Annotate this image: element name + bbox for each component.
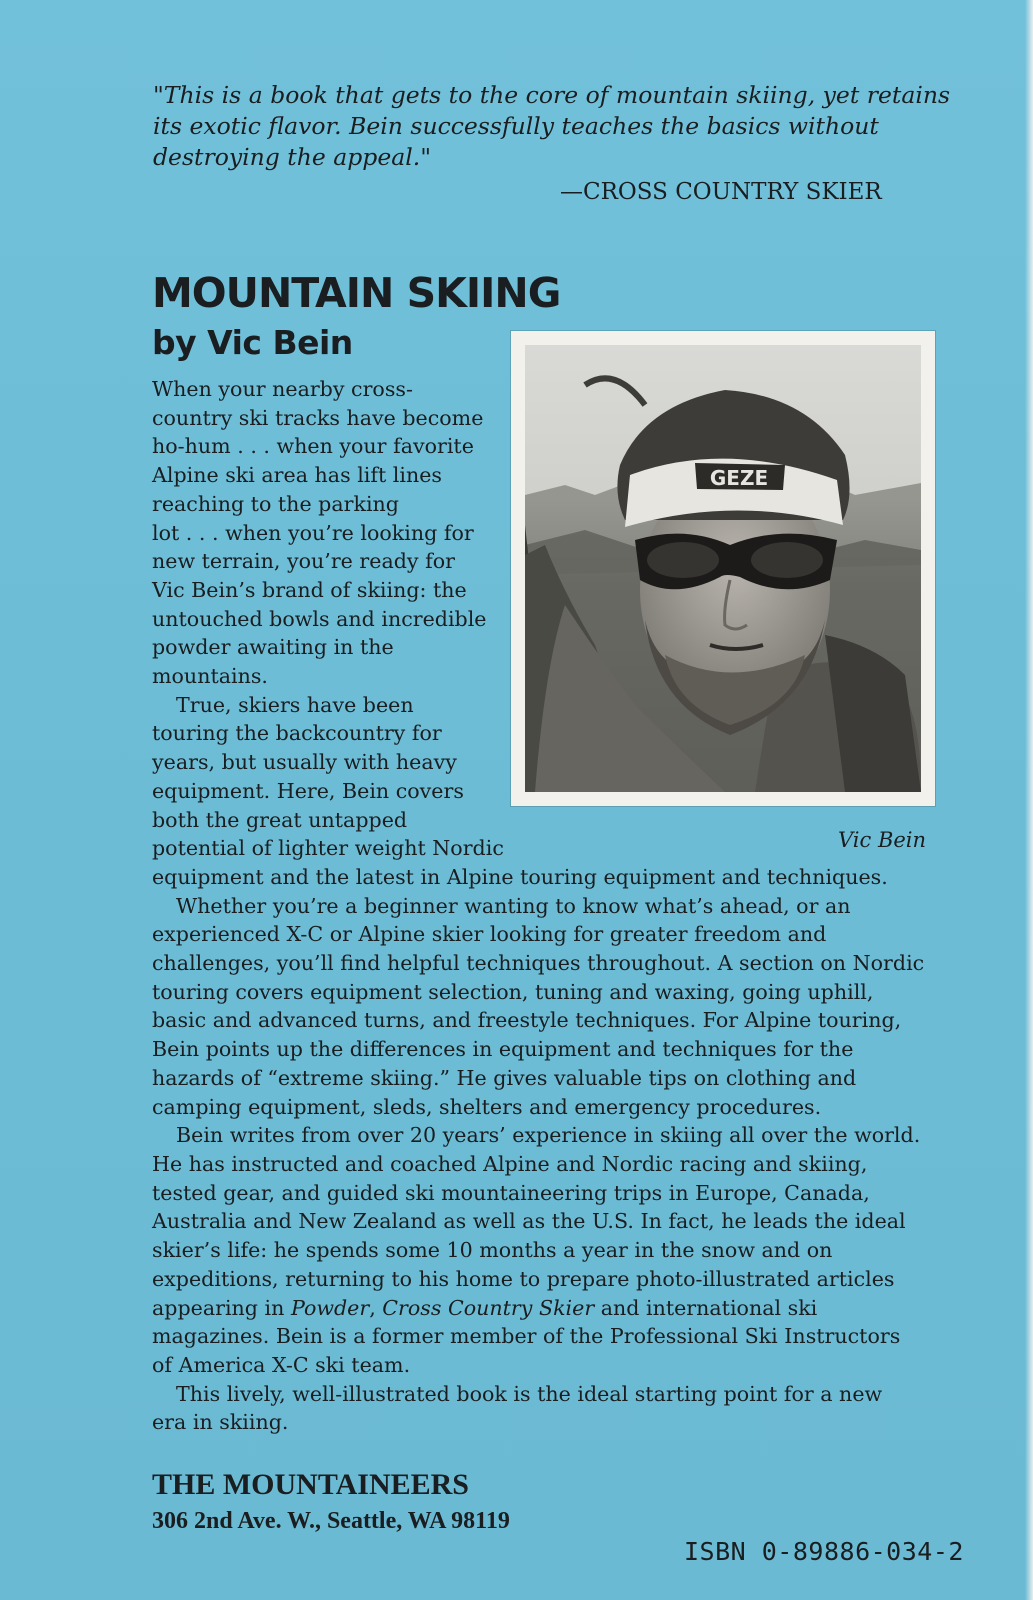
photo-caption: Vic Bein bbox=[838, 828, 927, 852]
description-line: years, but usually with heavy bbox=[152, 750, 457, 775]
description-line: skier’s life: he spends some 10 months a year in the snow and on bbox=[152, 1238, 833, 1263]
description-line: potential of lighter weight Nordic bbox=[152, 836, 504, 861]
description-line: lot . . . when you’re looking for bbox=[152, 520, 474, 545]
review-quote bbox=[153, 80, 953, 173]
publisher-name: THE MOUNTAINEERS bbox=[152, 1468, 469, 1501]
description-line: When your nearby cross- bbox=[152, 377, 413, 401]
description-line: hazards of “extreme skiing.” He gives valuable tips on clothing and bbox=[152, 1065, 857, 1090]
description-line: basic and advanced turns, and freestyle techniques. For Alpine touring, bbox=[152, 1008, 902, 1033]
description-line: powder awaiting in the bbox=[152, 635, 394, 660]
description-line: era in skiing. bbox=[152, 1410, 289, 1435]
description-line: camping equipment, sleds, shelters and emergency procedures. bbox=[152, 1094, 822, 1119]
description-line: both the great untapped bbox=[152, 807, 408, 832]
description-line: magazines. Bein is a former member of the Professional Ski Instructors bbox=[152, 1324, 901, 1349]
description-line: He has instructed and coached Alpine and Nordic racing and skiing, bbox=[152, 1151, 868, 1176]
description-text-run: appearing in bbox=[152, 1295, 291, 1320]
isbn-number: ISBN 0-89886-034-2 bbox=[684, 1537, 964, 1566]
description-text-run: and international ski bbox=[594, 1295, 818, 1320]
description-line: touring the backcountry for bbox=[152, 721, 442, 746]
description-text-run: , bbox=[369, 1295, 383, 1320]
cover-edge bbox=[1025, 0, 1033, 1600]
description-line: tested gear, and guided ski mountaineering trips in Europe, Canada, bbox=[152, 1180, 870, 1205]
description-line: expeditions, returning to his home to prepare photo-illustrated articles bbox=[152, 1266, 895, 1291]
description-line: This lively, well-illustrated book is the ideal starting point for a new bbox=[176, 1381, 883, 1406]
description-line: equipment. Here, Bein covers bbox=[152, 778, 464, 803]
quote-line: destroying the appeal." bbox=[153, 143, 432, 171]
magazine-title: Powder bbox=[290, 1295, 370, 1320]
description-line: reaching to the parking bbox=[152, 491, 399, 516]
description-line: country ski tracks have become bbox=[152, 405, 484, 430]
quote-source: —CROSS COUNTRY SKIER bbox=[560, 179, 882, 205]
book-title: MOUNTAIN SKIING bbox=[152, 269, 561, 317]
description-line: challenges, you’ll find helpful techniques throughout. A section on Nordic bbox=[152, 951, 925, 976]
description-line: Alpine ski area has lift lines bbox=[152, 463, 443, 488]
quote-line: "This is a book that gets to the core of mountain skiing, yet retains bbox=[153, 81, 951, 109]
description-line: Whether you’re a beginner wanting to know what’s ahead, or an bbox=[176, 893, 851, 918]
description-line: mountains. bbox=[152, 664, 268, 689]
description-line: untouched bowls and incredible bbox=[152, 606, 487, 631]
headband-text: GEZE bbox=[709, 466, 769, 490]
description-line: experienced X-C or Alpine skier looking for greater freedom and bbox=[152, 922, 827, 947]
description-line: Australia and New Zealand as well as the U.S. In fact, he leads the ideal bbox=[152, 1209, 906, 1234]
description-line bbox=[152, 1294, 952, 1323]
description-line: ho-hum . . . when your favorite bbox=[152, 434, 474, 459]
description-line: Vic Bein’s brand of skiing: the bbox=[152, 577, 467, 602]
description-line: touring covers equipment selection, tuning and waxing, going uphill, bbox=[152, 979, 874, 1004]
publisher-address: 306 2nd Ave. W., Seattle, WA 98119 bbox=[152, 1508, 510, 1534]
description-line: Bein writes from over 20 years’ experience in skiing all over the world. bbox=[176, 1123, 921, 1148]
description-line: equipment and the latest in Alpine touring equipment and techniques. bbox=[152, 864, 888, 889]
description-text bbox=[152, 375, 952, 1437]
description-line: True, skiers have been bbox=[176, 692, 414, 717]
description-line: Bein points up the differences in equipment and techniques for the bbox=[152, 1037, 854, 1062]
description-line: new terrain, you’re ready for bbox=[152, 549, 455, 574]
book-author: by Vic Bein bbox=[152, 323, 353, 362]
magazine-title: Cross Country Skier bbox=[382, 1295, 595, 1320]
quote-line: its exotic flavor. Bein successfully teaches the basics without bbox=[153, 112, 879, 140]
description-line: of America X-C ski team. bbox=[152, 1352, 411, 1377]
